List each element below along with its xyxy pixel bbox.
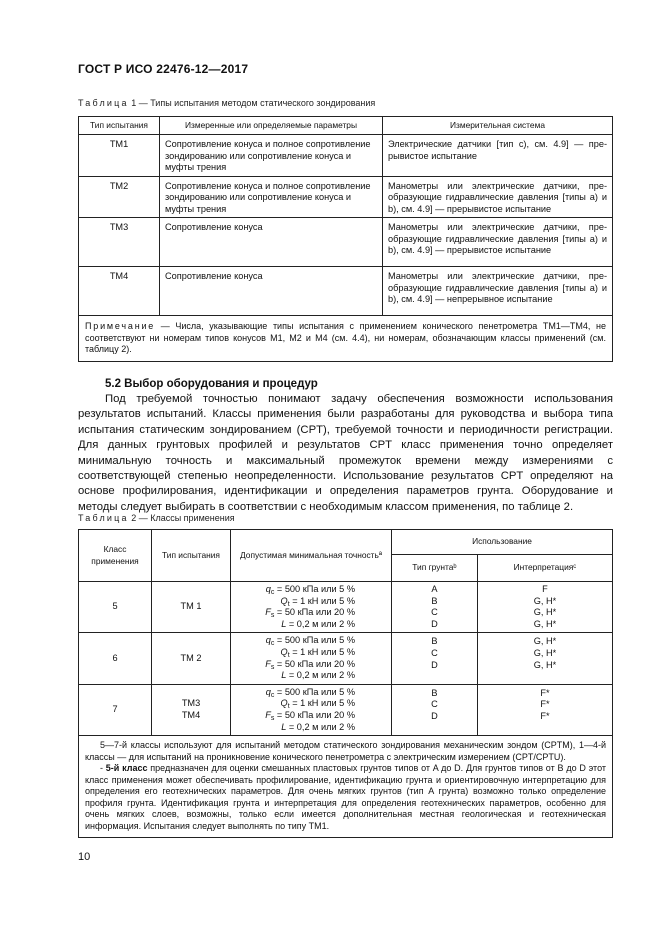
document-header: ГОСТ Р ИСО 22476-12—2017 <box>78 62 249 76</box>
accuracy-criteria: $q_c = 500$ кПа или 5 % $Q_t = 1$ кН или 5 % $F_s = 50$ кПа или 20 % L = 0,2 м или 2 % <box>231 684 392 735</box>
section-title: 5.2 Выбор оборудования и процедур <box>105 378 318 390</box>
table2-header-interp: Интерпретацияᶜ <box>477 555 612 582</box>
table2-header-class: Класс применения <box>79 530 152 582</box>
table-row: 5 ТМ 1 $q_c = 500$ кПа или 5 % $Q_t = 1$ кН или 5 % $F_s = 50$ кПа или 20 % L = 0,2 м или 2 % A B C D F G, H* G, H* G, H* <box>79 582 613 633</box>
table1-caption: Таблица 1 — Типы испытания методом статического зондирования <box>78 98 376 108</box>
table2-header-usage: Использование <box>392 530 613 555</box>
table1-note: Примечание — Числа, указывающие типы испытания с применением конического пенетрометра ТМ1—ТМ4, не соответствуют ни номерам типов конусов М1, М2 и М4 (см. 4.4), ни номерам, обозначающим классы применений (см. таблицу 2). <box>79 316 613 362</box>
accuracy-criteria: $q_c = 500$ кПа или 5 % $Q_t = 1$ кН или 5 % $F_s = 50$ кПа или 20 % L = 0,2 м или 2 % <box>231 633 392 684</box>
table1-header-system: Измерительная система <box>383 117 613 135</box>
table2 <box>78 529 613 838</box>
table1-header-params: Измеренные или определяемые параметры <box>160 117 383 135</box>
table-row: ТМ4 Сопротивление конуса Манометры или электрические датчики, преобразующие гидравлические давления [типы а) и b), см. 4.9] — непрерывное испытание <box>79 267 613 316</box>
table-row: ТМ2 Сопротивление конуса и полное сопротивление зондированию или сопротивление конуса и муфты трения Манометры или электрические датчики, преобразующие гидравлические давления [типы а) и b), см. 4.9] — прерывистое испытание <box>79 176 613 218</box>
table-row: ТМ3 Сопротивление конуса Манометры или электрические датчики, преобразующие гидравлические давления [типы а) и b), см. 4.9] — прерывистое испытание <box>79 218 613 267</box>
table-row: 7 ТМ3 ТМ4 $q_c = 500$ кПа или 5 % $Q_t = 1$ кН или 5 % $F_s = 50$ кПа или 20 % L = 0,2 м или 2 % B C D F* F* F* <box>79 684 613 735</box>
table2-note: 5—7-й классы используют для испытаний методом статического зондирования механическим зондом (CPTM), 1—4-й классы — для испытаний на проникновение конического пенетрометра с электрическим измерением (CPT/CPTU). - 5-й класс предназначен для оценки смешанных пластовых грунтов типов от A до D. Для грунтов типов от B до D этот класс применения может обеспечивать профилирование, идентификацию грунта и ориентировочную интерпретацию для определения его геотехнических параметров. Для очень мягких грунтов (тип A грунта) возможно только определение профиля грунта. Идентификация грунта и интерпретация для определения геотехнических параметров, особенно для очень мягких слоев, возможны, только если имеется дополнительная местная геологическая и геотехническая информация. Испытания следует выполнять по типу ТМ1. <box>79 736 613 838</box>
table2-header-soil: Тип грунтаᵇ <box>392 555 478 582</box>
table2-header-accuracy: Допустимая минимальная точностьª <box>231 530 392 582</box>
table1-header-type: Тип испытания <box>79 117 160 135</box>
section-paragraph: Под требуемой точностью понимают задачу обеспечения возможности использования результатов испытаний. Классы применения были разработаны для руководства и выбора типа испытания статическим зондированием (CPT), требуемой точности и периодичности регистрации. Для данных грунтовых профилей и результатов CPT класс применения точно определяет минимальную точность и максимальный промежуток времени между измерениями с соответствующей степенью неопределенности. Использование результатов CPT определяют на основе профилирования, идентификации и определения параметров грунта. Оборудование и методы следует выбирать в соответствии с необходимым классом применения, по таблице 2. <box>78 393 613 513</box>
table-row: 6 ТМ 2 $q_c = 500$ кПа или 5 % $Q_t = 1$ кН или 5 % $F_s = 50$ кПа или 20 % L = 0,2 м или 2 % B C D G, H* G, H* G, H* <box>79 633 613 684</box>
accuracy-criteria: $q_c = 500$ кПа или 5 % $Q_t = 1$ кН или 5 % $F_s = 50$ кПа или 20 % L = 0,2 м или 2 % <box>231 582 392 633</box>
table2-caption: Таблица 2 — Классы применения <box>78 513 235 523</box>
page-number: 10 <box>78 851 91 863</box>
table1 <box>78 116 613 362</box>
table2-header-type: Тип испытания <box>152 530 231 582</box>
table-row: ТМ1 Сопротивление конуса и полное сопротивление зондированию или сопротивление конуса и муфты трения Электрические датчики [тип с), см. 4.9] — прерывистое испытание <box>79 135 613 177</box>
